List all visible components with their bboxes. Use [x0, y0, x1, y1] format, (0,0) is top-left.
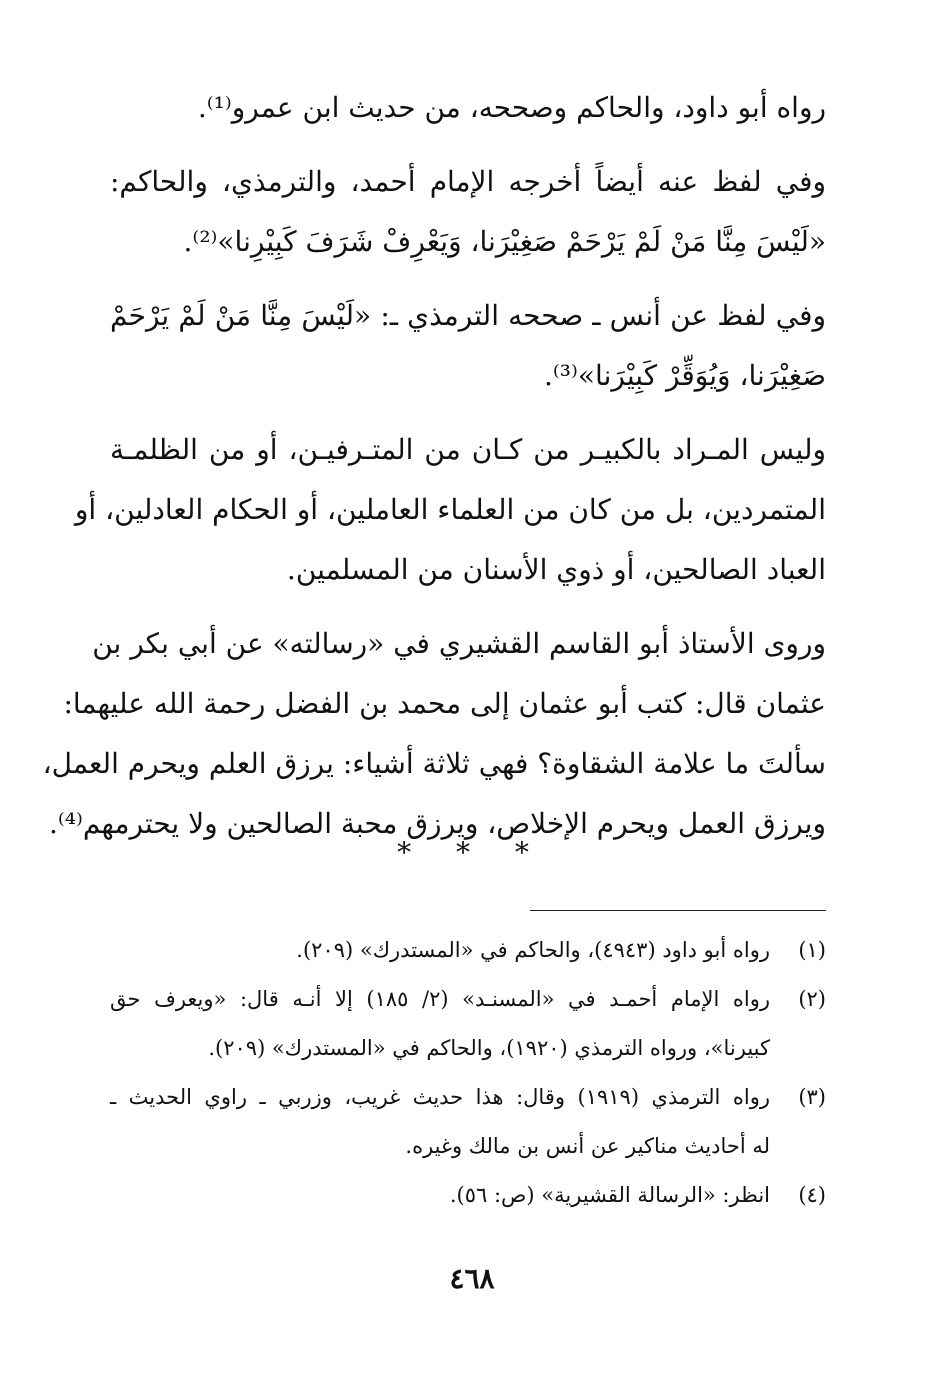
footnote-number: (١) [798, 938, 826, 962]
text-line: المتمردين، بل من كان من العلماء العاملين، أو الحكام العادلين، أو [74, 493, 826, 526]
paragraph-2 [110, 152, 826, 272]
paragraph-5 [42, 614, 826, 854]
text-line: «لَيْسَ مِنَّا مَنْ لَمْ يَرْحَمْ صَغِيْرَنا، وَيَعْرِفْ شَرَفَ كَبِيْرِنا»⁽²⁾. [183, 225, 826, 258]
text-line: وفي لفظ عن أنس ـ صححه الترمذي ـ: «لَيْسَ مِنَّا مَنْ لَمْ يَرْحَمْ [110, 299, 826, 332]
footnote-line [110, 1171, 826, 1220]
footnote-line [110, 975, 826, 1024]
text-line: عثمان قال: كتب أبو عثمان إلى محمد بن الفضل رحمة الله عليهما: [63, 687, 826, 720]
text-line: وليس المـراد بالكبيـر من كـان من المتـرفيـن، أو من الظلمـة [110, 433, 827, 466]
text-line: صَغِيْرَنا، وَيُوَقِّرْ كَبِيْرَنا»⁽³⁾. [544, 359, 826, 392]
footnote-number: (٢) [798, 987, 826, 1011]
paragraph-1 [110, 78, 826, 138]
footnote-4 [110, 1171, 826, 1220]
main-text [42, 78, 827, 862]
text-line: وروى الأستاذ أبو القاسم القشيري في «رسالته» عن أبي بكر بن [92, 627, 826, 660]
footnote-2 [110, 975, 826, 1073]
text-line: وفي لفظ عنه أيضاً أخرجه الإمام أحمد، والترمذي، والحاكم: [110, 165, 826, 198]
footnotes [110, 926, 826, 1220]
footnote-text: انظر: «الرسالة القشيرية» (ص: ٥٦). [449, 1183, 770, 1207]
footnote-text: رواه أبو داود (٤٩٤٣)، والحاكم في «المستدرك» (٢٠٩). [296, 938, 770, 962]
footnote-number: (٣) [798, 1085, 826, 1109]
paragraph-4 [74, 420, 827, 600]
section-separator: * * * [397, 836, 547, 869]
footnote-number: (٤) [798, 1183, 826, 1207]
text-line: ويرزق العمل ويحرم الإخلاص، ويرزق محبة الصالحين ولا يحترمهم⁽⁴⁾. [49, 807, 826, 840]
paragraph-3 [110, 286, 826, 406]
footnote-3 [110, 1073, 826, 1171]
footnote-text: له أحاديث مناكير عن أنس بن مالك وغيره. [405, 1134, 770, 1158]
footnote-1 [110, 926, 826, 975]
footnote-divider [530, 910, 826, 911]
footnote-text: رواه الترمذي (١٩١٩) وقال: هذا حديث غريب، وزربي ـ راوي الحديث ـ [110, 1085, 770, 1109]
footnote-line [110, 926, 826, 975]
footnote-line [110, 1073, 826, 1122]
footnote-text: رواه الإمام أحمـد في «المسنـد» (٢/ ١٨٥) إلا أنـه قال: «ويعرف حق [110, 987, 770, 1011]
footnote-text: كبيرنا»، ورواه الترمذي (١٩٢٠)، والحاكم في «المستدرك» (٢٠٩). [208, 1036, 770, 1060]
text-line: رواه أبو داود، والحاكم وصححه، من حديث ابن عمرو⁽¹⁾. [197, 91, 826, 124]
text-line: سألتَ ما علامة الشقاوة؟ فهي ثلاثة أشياء: يرزق العلم ويحرم العمل، [42, 747, 826, 780]
page-number: ٤٦٨ [449, 1262, 495, 1295]
text-line: العباد الصالحين، أو ذوي الأسنان من المسلمين. [286, 553, 826, 586]
